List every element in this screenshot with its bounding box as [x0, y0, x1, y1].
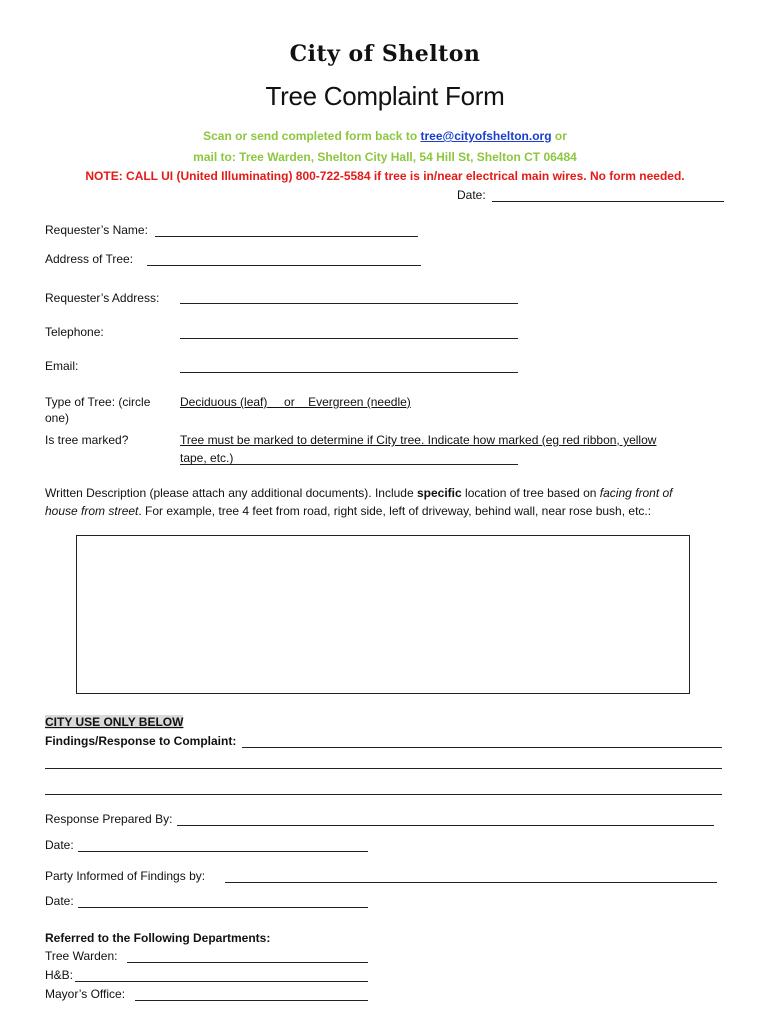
desc-example: . For example, tree 4 feet from road, right side, left of driveway, behind wall, near rose bush, etc.: [138, 504, 652, 518]
findings-date-label: Date: [45, 838, 74, 852]
evergreen-option[interactable]: Evergreen (needle) [308, 395, 411, 409]
send-instructions [0, 129, 770, 144]
desc-facing: facing front of [599, 486, 673, 500]
tree-warden-field[interactable] [127, 962, 368, 963]
findings-date-field[interactable] [78, 851, 368, 852]
mail-address: mail to: Tree Warden, Shelton City Hall, 54 Hill St, Shelton CT 06484 [193, 150, 577, 164]
desc-house: house from street [45, 504, 139, 518]
mayors-office-label: Mayor’s Office: [45, 987, 126, 1001]
referred-heading: Referred to the Following Departments: [45, 931, 271, 945]
type-of-tree-label-cont: one) [45, 411, 70, 425]
hb-field[interactable] [75, 981, 368, 982]
city-use-heading-text: CITY USE ONLY BELOW [45, 715, 184, 729]
date-field[interactable] [492, 201, 724, 202]
type-of-tree-label: Type of Tree: (circle [45, 395, 151, 409]
is-tree-marked-label: Is tree marked? [45, 433, 129, 447]
informed-date-field[interactable] [78, 907, 368, 908]
tree-marked-field[interactable] [180, 464, 518, 465]
email-link[interactable]: tree@cityofshelton.org [420, 129, 552, 143]
marked-instructions-cont: tape, etc.) [180, 451, 234, 465]
or-text: or [284, 395, 295, 409]
city-use-heading [45, 715, 183, 730]
requester-address-label: Requester’s Address: [45, 291, 160, 305]
send-prefix: Scan or send completed form back to [203, 129, 421, 143]
deciduous-option[interactable]: Deciduous (leaf) [180, 395, 268, 409]
response-prepared-field[interactable] [177, 825, 714, 826]
findings-field-line2[interactable] [45, 768, 722, 769]
party-informed-label: Party Informed of Findings by: [45, 869, 206, 883]
requester-name-field[interactable] [155, 236, 418, 237]
desc-text-b: location of tree based on [461, 486, 600, 500]
hb-label: H&B: [45, 968, 74, 982]
findings-label: Findings/Response to Complaint: [45, 734, 237, 748]
telephone-field[interactable] [180, 338, 518, 339]
city-title: City of Shelton [289, 41, 481, 67]
response-prepared-label: Response Prepared By: [45, 812, 173, 826]
date-label: Date: [457, 188, 486, 202]
marked-instructions: Tree must be marked to determine if City tree. Indicate how marked (eg red ribbon, yellow [180, 433, 657, 447]
findings-field-line3[interactable] [45, 794, 722, 795]
form-title: Tree Complaint Form [265, 81, 505, 111]
description-instructions-cont [45, 504, 651, 519]
party-informed-field[interactable] [225, 882, 717, 883]
description-textbox[interactable] [76, 535, 690, 694]
requester-address-field[interactable] [180, 303, 518, 304]
send-suffix: or [551, 129, 567, 143]
requester-name-label: Requester’s Name: [45, 223, 148, 237]
telephone-label: Telephone: [45, 325, 104, 339]
address-of-tree-field[interactable] [147, 265, 421, 266]
desc-text-a: Written Description (please attach any additional documents). Include [45, 486, 417, 500]
tree-type-options [180, 395, 435, 410]
address-of-tree-label: Address of Tree: [45, 252, 134, 266]
email-field[interactable] [180, 372, 518, 373]
findings-field[interactable] [242, 747, 722, 748]
description-instructions [45, 486, 673, 501]
mayors-office-field[interactable] [135, 1000, 368, 1001]
informed-date-label: Date: [45, 894, 74, 908]
utility-note: NOTE: CALL UI (United Illuminating) 800-722-5584 if tree is in/near electrical main wires. No form needed. [85, 169, 685, 183]
desc-specific: specific [416, 486, 462, 500]
email-label: Email: [45, 359, 79, 373]
tree-warden-label: Tree Warden: [45, 949, 118, 963]
